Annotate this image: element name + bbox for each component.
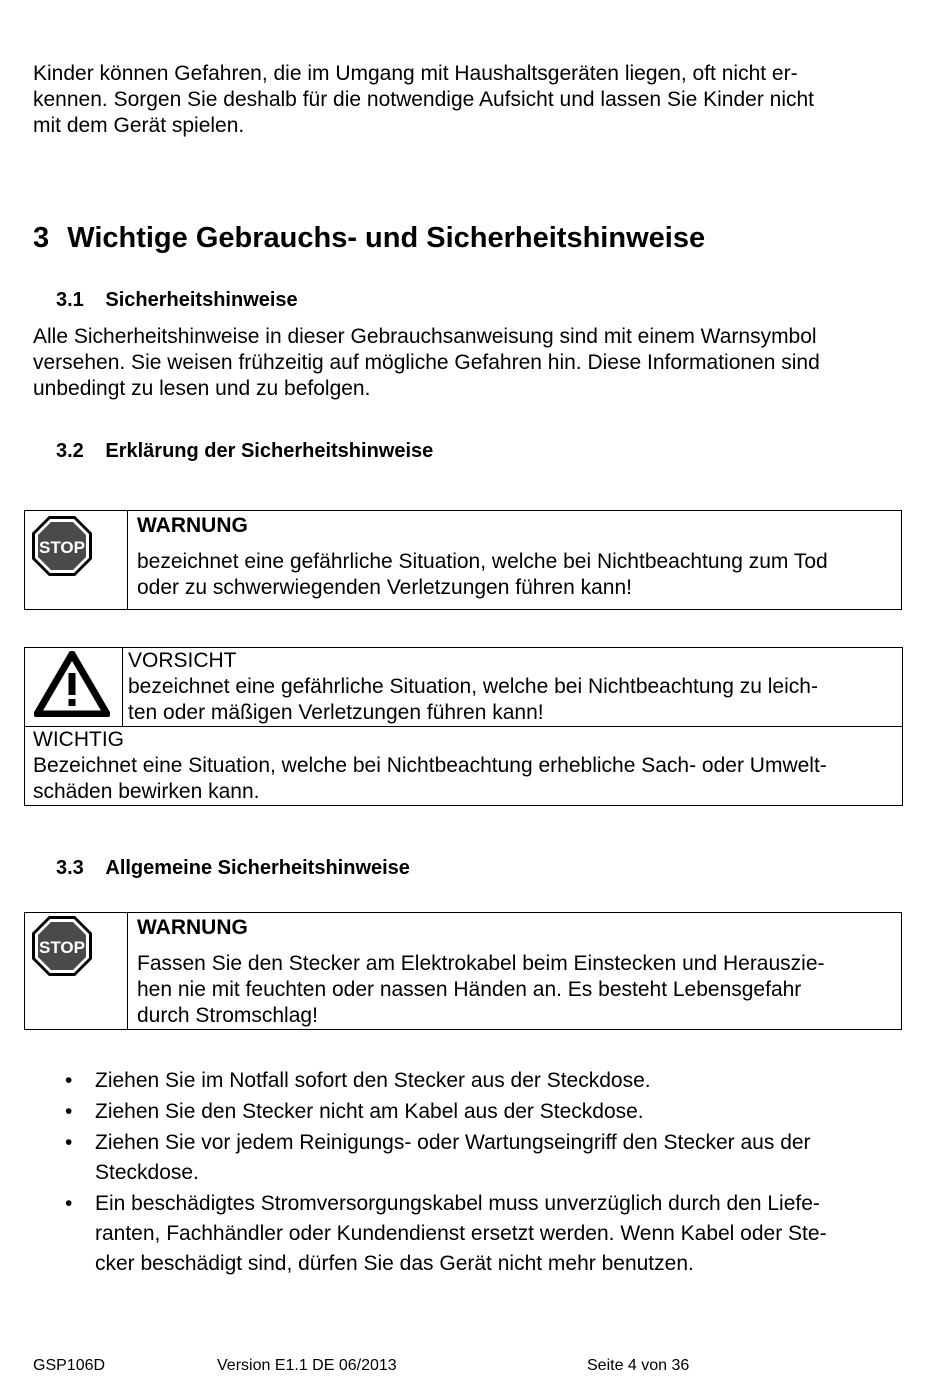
subsection-heading-3-2	[56, 440, 433, 463]
warning-triangle-icon	[34, 651, 110, 717]
caution-title: VORSICHT	[128, 649, 237, 672]
s31-paragraph	[33, 324, 913, 402]
list-item	[33, 1066, 893, 1096]
section-heading	[33, 222, 705, 255]
bullet-icon: •	[65, 1192, 73, 1215]
warning-box-general	[24, 912, 902, 1030]
caution-box	[24, 647, 903, 806]
s31-line: unbedingt zu lesen und zu befolgen.	[33, 377, 371, 400]
caution-icon-cell	[25, 648, 123, 727]
bullet-icon: •	[65, 1100, 73, 1123]
s31-line: Alle Sicherheitshinweise in dieser Gebrauchsanweisung sind mit einem Warnsymbol	[33, 325, 817, 348]
bullet-icon: •	[65, 1131, 73, 1154]
warning-line: oder zu schwerwiegenden Verletzungen führen kann!	[137, 576, 632, 599]
caution-line: ten oder mäßigen Verletzungen führen kann!	[128, 701, 544, 724]
warning-text	[137, 951, 891, 1029]
subsection-number: 3.2	[56, 440, 84, 462]
list-item-line: ranten, Fachhändler oder Kundendienst ersetzt werden. Wenn Kabel oder Ste-	[95, 1222, 827, 1245]
warning-line: durch Stromschlag!	[137, 1004, 318, 1027]
list-item-line: Ziehen Sie im Notfall sofort den Stecker aus der Steckdose.	[95, 1069, 651, 1092]
intro-line: Kinder können Gefahren, die im Umgang mit Haushaltsgeräten liegen, oft nicht er-	[33, 62, 798, 85]
subsection-heading-3-1	[56, 289, 298, 312]
intro-line: mit dem Gerät spielen.	[33, 114, 245, 137]
footer-page-number: Seite 4 von 36	[587, 1357, 690, 1374]
list-item	[33, 1097, 893, 1127]
bullet-icon: •	[65, 1069, 73, 1092]
section-number: 3	[33, 222, 50, 254]
list-item	[33, 1189, 893, 1279]
list-item-line: Ziehen Sie den Stecker nicht am Kabel aus der Steckdose.	[95, 1100, 644, 1123]
intro-line: kennen. Sorgen Sie deshalb für die notwendige Aufsicht und lassen Sie Kinder nicht	[33, 88, 815, 111]
stop-sign-icon	[31, 915, 93, 977]
subsection-heading-3-3	[56, 857, 410, 880]
list-item-line: Steckdose.	[95, 1161, 199, 1184]
warning-line: bezeichnet eine gefährliche Situation, welche bei Nichtbeachtung zum Tod	[137, 550, 828, 573]
section-title: Wichtige Gebrauchs- und Sicherheitshinweise	[67, 222, 706, 254]
notice-line: schäden bewirken kann.	[33, 780, 260, 803]
list-item-line: cker beschädigt sind, dürfen Sie das Gerät nicht mehr benutzen.	[95, 1252, 694, 1275]
caution-line: bezeichnet eine gefährliche Situation, welche bei Nichtbeachtung zu leich-	[128, 675, 818, 698]
subsection-title: Sicherheitshinweise	[105, 289, 298, 311]
warning-text	[137, 549, 891, 601]
subsection-number: 3.1	[56, 289, 84, 311]
warning-title: WARNUNG	[137, 916, 248, 939]
safety-bullet-list	[33, 1066, 893, 1280]
stop-sign-text: STOP	[39, 538, 85, 557]
subsection-title: Allgemeine Sicherheitshinweise	[105, 857, 410, 879]
notice-line: Bezeichnet eine Situation, welche bei Nichtbeachtung erhebliche Sach- oder Umwelt-	[33, 754, 827, 777]
intro-paragraph	[33, 61, 913, 139]
warning-icon-cell	[25, 913, 128, 1030]
warning-title: WARNUNG	[137, 514, 248, 537]
s31-line: versehen. Sie weisen frühzeitig auf mögliche Gefahren hin. Diese Informationen sind	[33, 351, 820, 374]
footer-model: GSP106D	[33, 1357, 106, 1374]
warning-line: hen nie mit feuchten oder nassen Händen an. Es besteht Lebensgefahr	[137, 978, 802, 1001]
footer-version: Version E1.1 DE 06/2013	[217, 1357, 397, 1374]
subsection-number: 3.3	[56, 857, 84, 879]
subsection-title: Erklärung der Sicherheitshinweise	[105, 440, 434, 462]
stop-sign-icon	[31, 515, 93, 577]
notice-title: WICHTIG	[33, 728, 124, 751]
warning-line: Fassen Sie den Stecker am Elektrokabel beim Einstecken und Herauszie-	[137, 952, 825, 975]
list-item-line: Ein beschädigtes Stromversorgungskabel muss unverzüglich durch den Liefe-	[95, 1192, 820, 1215]
stop-sign-text: STOP	[39, 938, 85, 957]
warning-icon-cell	[25, 511, 128, 610]
warning-box	[24, 510, 902, 610]
list-item	[33, 1128, 893, 1188]
list-item-line: Ziehen Sie vor jedem Reinigungs- oder Wartungseingriff den Stecker aus der	[95, 1131, 811, 1154]
